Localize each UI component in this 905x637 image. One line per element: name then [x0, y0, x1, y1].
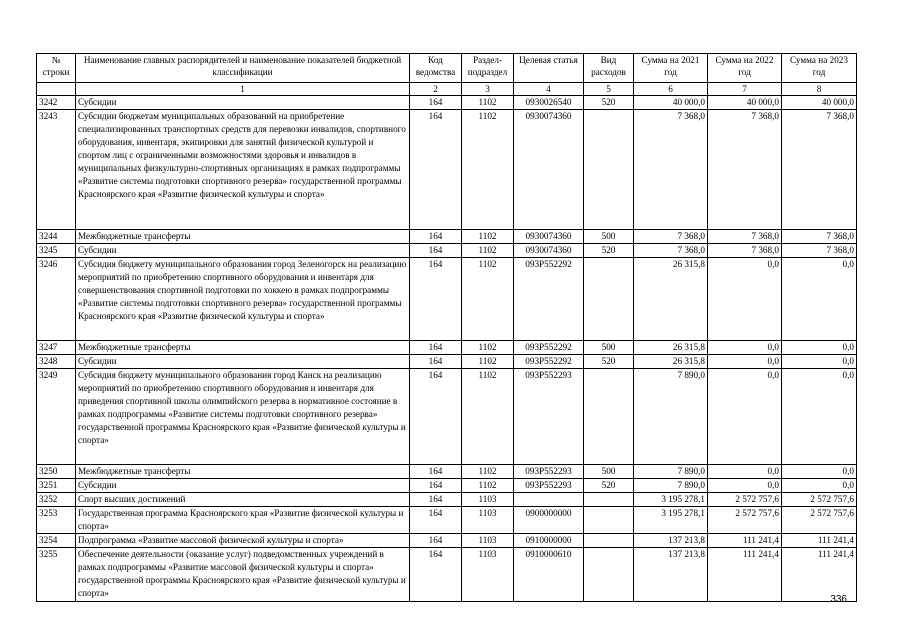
budget-table-page: [36, 53, 856, 602]
row-number: 3242: [37, 96, 76, 110]
target-article: 0910000000: [514, 534, 584, 548]
section-code: 1102: [462, 110, 514, 230]
header-sum-2023: Сумма на 2023 год: [782, 54, 857, 83]
table-row: [37, 110, 857, 230]
target-article: 0930074360: [514, 110, 584, 230]
target-article: 0910000610: [514, 548, 584, 602]
row-number: 3254: [37, 534, 76, 548]
section-code: 1102: [462, 465, 514, 479]
sum-2022: 0,0: [708, 341, 782, 355]
sum-2022: 0,0: [708, 355, 782, 369]
sum-2022: 7 368,0: [708, 110, 782, 230]
sum-2021: 3 195 278,1: [634, 507, 708, 534]
row-number: 3248: [37, 355, 76, 369]
sum-2023: 7 368,0: [782, 110, 857, 230]
expense-type: 520: [584, 479, 634, 493]
sum-2022: 7 368,0: [708, 230, 782, 244]
target-article: [514, 493, 584, 507]
table-row: [37, 355, 857, 369]
sum-2021: 7 368,0: [634, 244, 708, 258]
row-number: 3243: [37, 110, 76, 230]
row-number: 3255: [37, 548, 76, 602]
sum-2023: 0,0: [782, 341, 857, 355]
sum-2021: 7 890,0: [634, 479, 708, 493]
expense-type: 520: [584, 244, 634, 258]
budget-table: [36, 53, 857, 602]
department-code: 164: [410, 244, 462, 258]
department-code: 164: [410, 96, 462, 110]
expense-type: [584, 493, 634, 507]
section-code: 1102: [462, 341, 514, 355]
table-row: [37, 369, 857, 465]
expense-type: [584, 258, 634, 341]
department-code: 164: [410, 110, 462, 230]
header-target-article: Целевая статья: [514, 54, 584, 83]
sum-2021: 26 315,8: [634, 341, 708, 355]
expense-type: [584, 548, 634, 602]
sum-2021: 26 315,8: [634, 258, 708, 341]
department-code: 164: [410, 355, 462, 369]
expense-type: 500: [584, 341, 634, 355]
table-row: [37, 258, 857, 341]
sum-2021: 3 195 278,1: [634, 493, 708, 507]
sum-2022: 111 241,4: [708, 534, 782, 548]
target-article: 0930074360: [514, 244, 584, 258]
row-number: 3244: [37, 230, 76, 244]
header-row: [37, 54, 857, 83]
column-number: 7: [708, 83, 782, 96]
row-number: 3246: [37, 258, 76, 341]
department-code: 164: [410, 507, 462, 534]
row-number: 3247: [37, 341, 76, 355]
section-code: 1102: [462, 369, 514, 465]
target-article: 093P552293: [514, 465, 584, 479]
column-number: [37, 83, 76, 96]
target-article: 0900000000: [514, 507, 584, 534]
target-article: 093P552292: [514, 258, 584, 341]
sum-2021: 40 000,0: [634, 96, 708, 110]
column-number: 4: [514, 83, 584, 96]
sum-2021: 7 890,0: [634, 369, 708, 465]
department-code: 164: [410, 341, 462, 355]
department-code: 164: [410, 465, 462, 479]
section-code: 1102: [462, 244, 514, 258]
sum-2023: 0,0: [782, 369, 857, 465]
expense-type: 500: [584, 230, 634, 244]
sum-2022: 2 572 757,6: [708, 507, 782, 534]
row-name: Подпрограмма «Развитие массовой физической культуры и спорта»: [76, 534, 410, 548]
table-row: [37, 341, 857, 355]
sum-2023: 111 241,4: [782, 548, 857, 602]
target-article: 0930026540: [514, 96, 584, 110]
sum-2021: 26 315,8: [634, 355, 708, 369]
sum-2023: 0,0: [782, 479, 857, 493]
sum-2022: 111 241,4: [708, 548, 782, 602]
sum-2023: 111 241,4: [782, 534, 857, 548]
sum-2021: 7 368,0: [634, 110, 708, 230]
table-row: [37, 548, 857, 602]
row-number: 3253: [37, 507, 76, 534]
row-name: Субсидии: [76, 355, 410, 369]
sum-2021: 7 890,0: [634, 465, 708, 479]
row-name: Субсидия бюджету муниципального образования город Канск на реализацию мероприятий по приобретению спортивного оборудования и инвентаря для приведения спортивной школы олимпийского резерва в нормативное состояние в рамках подпрограммы «Развитие системы подготовки спортивного резерва» государственной программы Красноярского края «Развитие физической культуры и спорта»: [76, 369, 410, 465]
row-name: Субсидии: [76, 479, 410, 493]
section-code: 1103: [462, 534, 514, 548]
header-name: Наименование главных распорядителей и наименование показателей бюджетной классификации: [76, 54, 410, 83]
page-number: 336: [830, 594, 847, 605]
sum-2022: 0,0: [708, 369, 782, 465]
section-code: 1102: [462, 96, 514, 110]
section-code: 1102: [462, 230, 514, 244]
expense-type: [584, 534, 634, 548]
row-name: Обеспечение деятельности (оказание услуг) подведомственных учреждений в рамках подпрограммы «Развитие массовой физической культуры и спорта» государственной программы Красноярского края «Развитие физической культуры и спорта»: [76, 548, 410, 602]
expense-type: [584, 110, 634, 230]
row-number: 3252: [37, 493, 76, 507]
table-row: [37, 230, 857, 244]
department-code: 164: [410, 479, 462, 493]
table-row: [37, 493, 857, 507]
sum-2022: 0,0: [708, 465, 782, 479]
table-row: [37, 507, 857, 534]
table-row: [37, 479, 857, 493]
expense-type: 520: [584, 355, 634, 369]
department-code: 164: [410, 548, 462, 602]
header-row-number: № строки: [37, 54, 76, 83]
sum-2021: 7 368,0: [634, 230, 708, 244]
expense-type: 500: [584, 465, 634, 479]
section-code: 1103: [462, 548, 514, 602]
column-number: 1: [76, 83, 410, 96]
header-sum-2022: Сумма на 2022 год: [708, 54, 782, 83]
sum-2021: 137 213,8: [634, 548, 708, 602]
section-code: 1102: [462, 258, 514, 341]
row-name: Межбюджетные трансферты: [76, 465, 410, 479]
section-code: 1102: [462, 355, 514, 369]
sum-2023: 0,0: [782, 355, 857, 369]
table-row: [37, 534, 857, 548]
row-name: Межбюджетные трансферты: [76, 230, 410, 244]
sum-2022: 7 368,0: [708, 244, 782, 258]
row-number: 3250: [37, 465, 76, 479]
department-code: 164: [410, 534, 462, 548]
row-name: Субсидии: [76, 96, 410, 110]
column-number: 6: [634, 83, 708, 96]
table-row: [37, 244, 857, 258]
header-sum-2021: Сумма на 2021 год: [634, 54, 708, 83]
row-name: Межбюджетные трансферты: [76, 341, 410, 355]
sum-2023: 2 572 757,6: [782, 507, 857, 534]
sum-2023: 40 000,0: [782, 96, 857, 110]
column-number: 3: [462, 83, 514, 96]
target-article: 093P552292: [514, 355, 584, 369]
target-article: 0930074360: [514, 230, 584, 244]
header-section: Раздел- подраздел: [462, 54, 514, 83]
sum-2023: 7 368,0: [782, 230, 857, 244]
row-number: 3251: [37, 479, 76, 493]
department-code: 164: [410, 493, 462, 507]
section-code: 1103: [462, 493, 514, 507]
section-code: 1102: [462, 479, 514, 493]
target-article: 093P552293: [514, 479, 584, 493]
sum-2022: 2 572 757,6: [708, 493, 782, 507]
row-number: 3245: [37, 244, 76, 258]
department-code: 164: [410, 369, 462, 465]
target-article: 093P552292: [514, 341, 584, 355]
expense-type: [584, 369, 634, 465]
column-number: 2: [410, 83, 462, 96]
sum-2023: 0,0: [782, 465, 857, 479]
row-name: Субсидии: [76, 244, 410, 258]
sum-2022: 0,0: [708, 479, 782, 493]
sum-2023: 0,0: [782, 258, 857, 341]
header-expense-type: Вид расходов: [584, 54, 634, 83]
expense-type: [584, 507, 634, 534]
sum-2021: 137 213,8: [634, 534, 708, 548]
header-department-code: Код ведомства: [410, 54, 462, 83]
table-row: [37, 465, 857, 479]
target-article: 093P552293: [514, 369, 584, 465]
row-name: Субсидии бюджетам муниципальных образований на приобретение специализированных транспортных средств для перевозки инвалидов, спортивного оборудования, инвентаря, экипировки для занятий физической культурой и спортом лиц с ограниченными возможностями здоровья и инвалидов в муниципальных физкультурно-спортивных организациях в рамках подпрограммы «Развитие системы подготовки спортивного резерва» государственной программы Красноярского края «Развитие физической культуры и спорта»: [76, 110, 410, 230]
sum-2022: 40 000,0: [708, 96, 782, 110]
row-name: Государственная программа Красноярского края «Развитие физической культуры и спорта»: [76, 507, 410, 534]
section-code: 1103: [462, 507, 514, 534]
row-number: 3249: [37, 369, 76, 465]
department-code: 164: [410, 230, 462, 244]
expense-type: 520: [584, 96, 634, 110]
column-number: 8: [782, 83, 857, 96]
row-name: Субсидия бюджету муниципального образования город Зеленогорск на реализацию мероприятий по приобретению спортивного оборудования и инвентаря для совершенствования спортивной подготовки по хоккею в рамках подпрограммы «Развитие системы подготовки спортивного резерва» государственной программы Красноярского края «Развитие физической культуры и спорта»: [76, 258, 410, 341]
sum-2023: 7 368,0: [782, 244, 857, 258]
column-number: 5: [584, 83, 634, 96]
table-row: [37, 96, 857, 110]
row-name: Спорт высших достижений: [76, 493, 410, 507]
sum-2022: 0,0: [708, 258, 782, 341]
sum-2023: 2 572 757,6: [782, 493, 857, 507]
department-code: 164: [410, 258, 462, 341]
column-number-row: [37, 83, 857, 96]
